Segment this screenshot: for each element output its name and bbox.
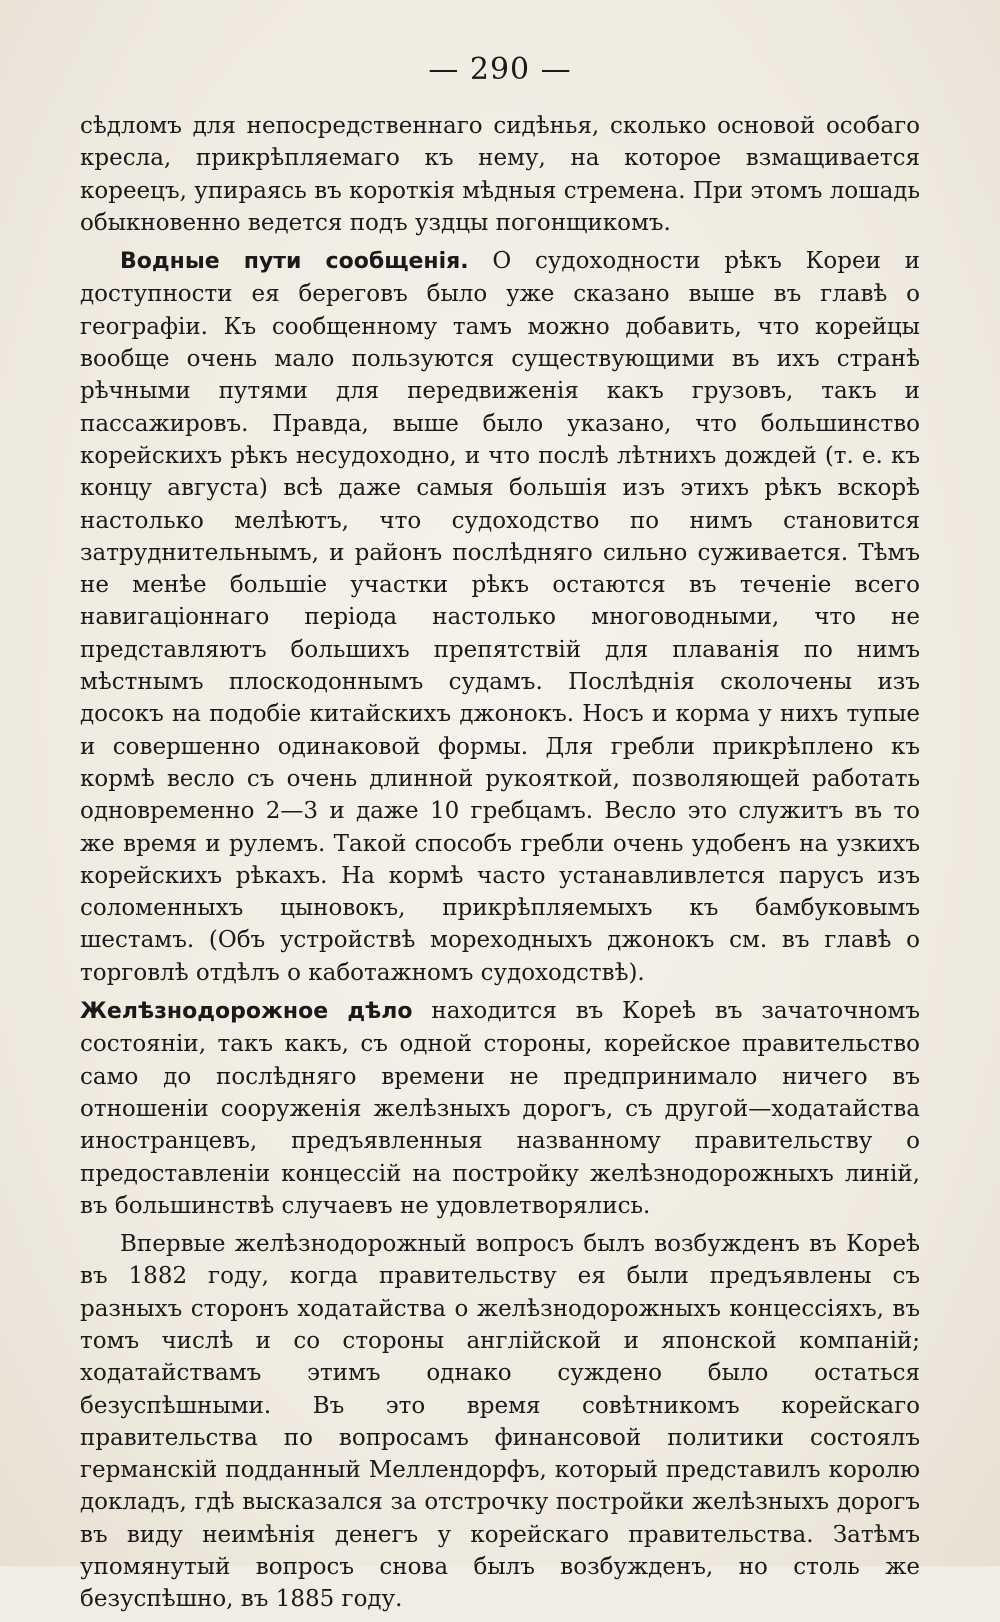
paragraph-text: находится въ Кореѣ въ зачаточномъ состояніи, такъ какъ, съ одной стороны, корейское правительство само до послѣдняго времени не предпринимало ничего въ отношеніи сооруженія желѣзныхъ дорогъ, съ другой—ходатайства иностранцевъ, предъявленныя названному правительству о предоставленіи концессій на постройку желѣзнодорожныхъ линій, въ большинствѣ случаевъ не удовлетворялись. bbox=[80, 998, 920, 1219]
paragraph-waterways bbox=[80, 245, 920, 989]
page-number: — 290 — bbox=[428, 52, 572, 87]
paragraph-railway-history bbox=[80, 1228, 920, 1616]
paragraph-text: О судоходности рѣкъ Кореи и доступности ея береговъ было уже сказано выше въ главѣ о географіи. Къ сообщенному тамъ можно добавить, что корейцы вообще очень мало пользуются существующими въ ихъ странѣ рѣчными путями для передвиженія какъ грузовъ, такъ и пассажировъ. Правда, выше было указано, что большинство корейскихъ рѣкъ несудоходно, и что послѣ лѣтнихъ дождей (т. е. къ концу августа) всѣ даже самыя большія изъ этихъ рѣкъ вскорѣ настолько мелѣютъ, что судоходство по нимъ становится затруднительнымъ, и районъ послѣдняго сильно суживается. Тѣмъ не менѣе большіе участки рѣкъ остаются въ теченіе всего навигаціоннаго періода настолько многоводными, что не представляютъ большихъ препятствій для плаванія по нимъ мѣстнымъ плоскодоннымъ судамъ. Послѣднія сколочены изъ досокъ на подобіе китайскихъ джонокъ. Носъ и корма у нихъ тупые и совершенно одинаковой формы. Для гребли прикрѣплено къ кормѣ весло съ очень длинной рукояткой, позволяющей работать одновременно 2—3 и даже 10 гребцамъ. Весло это служитъ въ то же время и рулемъ. Такой способъ гребли очень удобенъ на узкихъ корейскихъ рѣкахъ. На кормѣ часто устанавливлется парусъ изъ соломенныхъ цыновокъ, прикрѣпляемыхъ къ бамбуковымъ шестамъ. (Объ устройствѣ мореходныхъ джонокъ см. въ главѣ о торговлѣ отдѣлъ о каботажномъ судоходствѣ). bbox=[80, 248, 920, 986]
paragraph-railways bbox=[80, 995, 920, 1222]
paragraph-text: сѣдломъ для непосредственнаго сидѣнья, сколько основой особаго кресла, прикрѣпляемаго къ нему, на которое взмащивается кореецъ, упираясь въ короткія мѣдныя стремена. При этомъ лошадь обыкновенно ведется подъ уздцы погонщикомъ. bbox=[80, 113, 920, 236]
section-heading-waterways: Водные пути сообщенія. bbox=[120, 249, 469, 275]
body-text bbox=[80, 110, 920, 1622]
paragraph-saddle bbox=[80, 110, 920, 239]
section-heading-railways: Желѣзнодорожное дѣло bbox=[80, 999, 413, 1025]
paragraph-text: Впервые желѣзнодорожный вопросъ былъ возбужденъ въ Кореѣ въ 1882 году, когда правительству ея были предъявлены съ разныхъ сторонъ ходатайства о желѣзнодорожныхъ концессіяхъ, въ томъ числѣ и со стороны англійской и японской компаній; ходатайствамъ этимъ однако суждено было остаться безуспѣшными. Въ это время совѣтникомъ корейскаго правительства по вопросамъ финансовой политики состоялъ германскій подданный Меллендорфъ, который представилъ королю докладъ, гдѣ высказался за отстрочку постройки желѣзныхъ дорогъ въ виду неимѣнія денегъ у корейскаго правительства. Затѣмъ упомянутый вопросъ снова былъ возбужденъ, но столь же безуспѣшно, въ 1885 году. bbox=[80, 1231, 920, 1613]
